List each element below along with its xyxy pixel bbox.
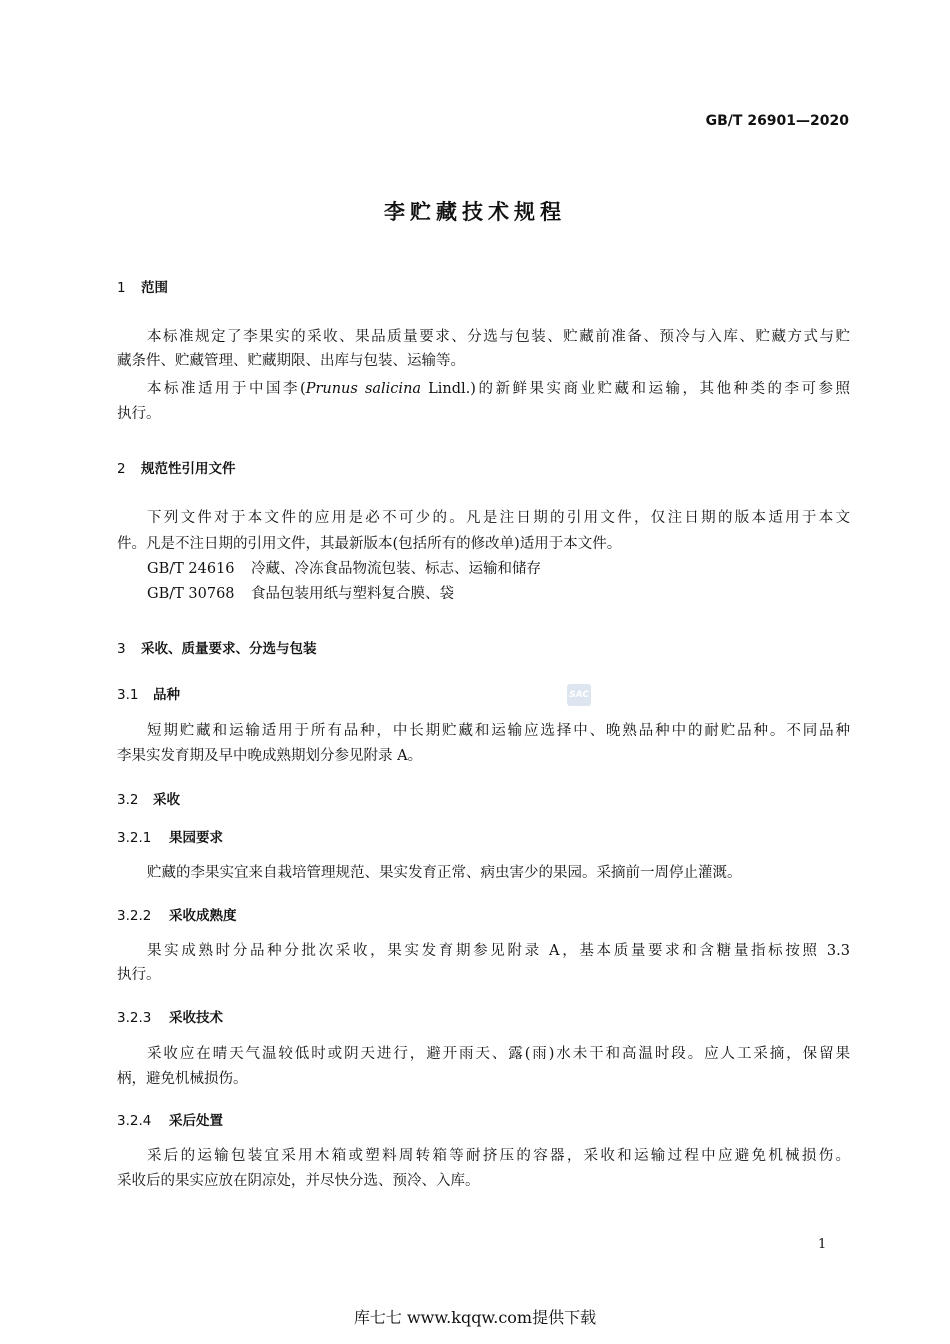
section-title: 品种 (153, 687, 180, 703)
section-3-2-4-heading (117, 1109, 223, 1129)
paragraph-line (117, 379, 850, 399)
section-number: 2 (117, 461, 126, 477)
page-number: 1 (818, 1237, 827, 1252)
paragraph-line: 柄，避免机械损伤。 (117, 1071, 248, 1087)
section-3-heading (117, 637, 317, 657)
paragraph-line: 下列文件对于本文件的应用是必不可少的。凡是注日期的引用文件，仅注日期的版本适用于本文 (147, 510, 850, 526)
reference-code: GB/T 30768 (147, 586, 235, 602)
reference-title: 冷藏、冷冻食品物流包装、标志、运输和储存 (251, 561, 541, 577)
latin-name: Prunus salicina (305, 381, 422, 397)
paragraph-line: 执行。 (117, 967, 161, 983)
paragraph-line: 采收后的果实应放在阴凉处，并尽快分选、预冷、入库。 (117, 1173, 480, 1189)
section-3-1-heading (117, 683, 180, 703)
paragraph-line: 李果实发育期及早中晚成熟期划分参见附录 A。 (117, 748, 423, 764)
section-number: 3.2.4 (117, 1113, 152, 1129)
section-number: 3.1 (117, 687, 139, 703)
section-title: 果园要求 (169, 830, 223, 846)
section-number: 3.2.3 (117, 1010, 152, 1026)
paragraph-line: 短期贮藏和运输适用于所有品种，中长期贮藏和运输应选择中、晚熟品种中的耐贮品种。不同品种 (147, 723, 850, 739)
text: 本标准适用于中国李( (147, 381, 306, 397)
section-number: 3.2 (117, 792, 139, 808)
paragraph-line: 采后的运输包装宜采用木箱或塑料周转箱等耐挤压的容器，采收和运输过程中应避免机械损伤。 (147, 1148, 850, 1164)
section-number: 3.2.1 (117, 830, 152, 846)
reference-item (117, 584, 850, 604)
section-title: 采收 (153, 792, 180, 808)
section-3-2-2-heading (117, 904, 237, 924)
paragraph-line: 件。凡是不注日期的引用文件，其最新版本(包括所有的修改单)适用于本文件。 (117, 536, 622, 552)
section-3-2-3-heading (117, 1006, 223, 1026)
reference-title: 食品包装用纸与塑料复合膜、袋 (251, 586, 454, 602)
section-number: 3 (117, 641, 126, 657)
section-title: 采收技术 (169, 1010, 223, 1026)
section-title: 采后处置 (169, 1113, 223, 1129)
download-footer: 库七七 www.kqqw.com提供下载 (353, 1308, 597, 1327)
section-title: 范围 (141, 280, 168, 296)
section-title: 采收、质量要求、分选与包装 (141, 641, 317, 657)
paragraph-line: 本标准规定了李果实的采收、果品质量要求、分选与包装、贮藏前准备、预冷与入库、贮藏方式与贮 (147, 329, 850, 345)
section-3-2-1-heading (117, 826, 223, 846)
section-1-heading (117, 276, 168, 296)
paragraph-line: 采收应在晴天气温较低时或阴天进行，避开雨天、露(雨)水未干和高温时段。应人工采摘，保留果 (147, 1046, 850, 1062)
section-2-heading (117, 457, 236, 477)
text: Lindl.)的新鲜果实商业贮藏和运输，其他种类的李可参照 (421, 381, 850, 397)
reference-code: GB/T 24616 (147, 561, 235, 577)
reference-item (117, 559, 850, 579)
paragraph-line: 贮藏的李果实宜来自栽培管理规范、果实发育正常、病虫害少的果园。采摘前一周停止灌溉。 (147, 865, 742, 881)
section-number: 3.2.2 (117, 908, 152, 924)
sac-watermark-logo: SAC (567, 684, 591, 706)
paragraph-line: 藏条件、贮藏管理、贮藏期限、出库与包装、运输等。 (117, 353, 465, 369)
standard-number: GB/T 26901—2020 (705, 113, 849, 129)
section-title: 采收成熟度 (169, 908, 237, 924)
section-3-2-heading (117, 788, 180, 808)
section-title: 规范性引用文件 (141, 461, 236, 477)
page-title: 李贮藏技术规程 (384, 200, 566, 224)
paragraph-line: 果实成熟时分品种分批次采收，果实发育期参见附录 A，基本质量要求和含糖量指标按照 3.3 (147, 943, 850, 959)
paragraph-line: 执行。 (117, 406, 161, 422)
section-number: 1 (117, 280, 126, 296)
